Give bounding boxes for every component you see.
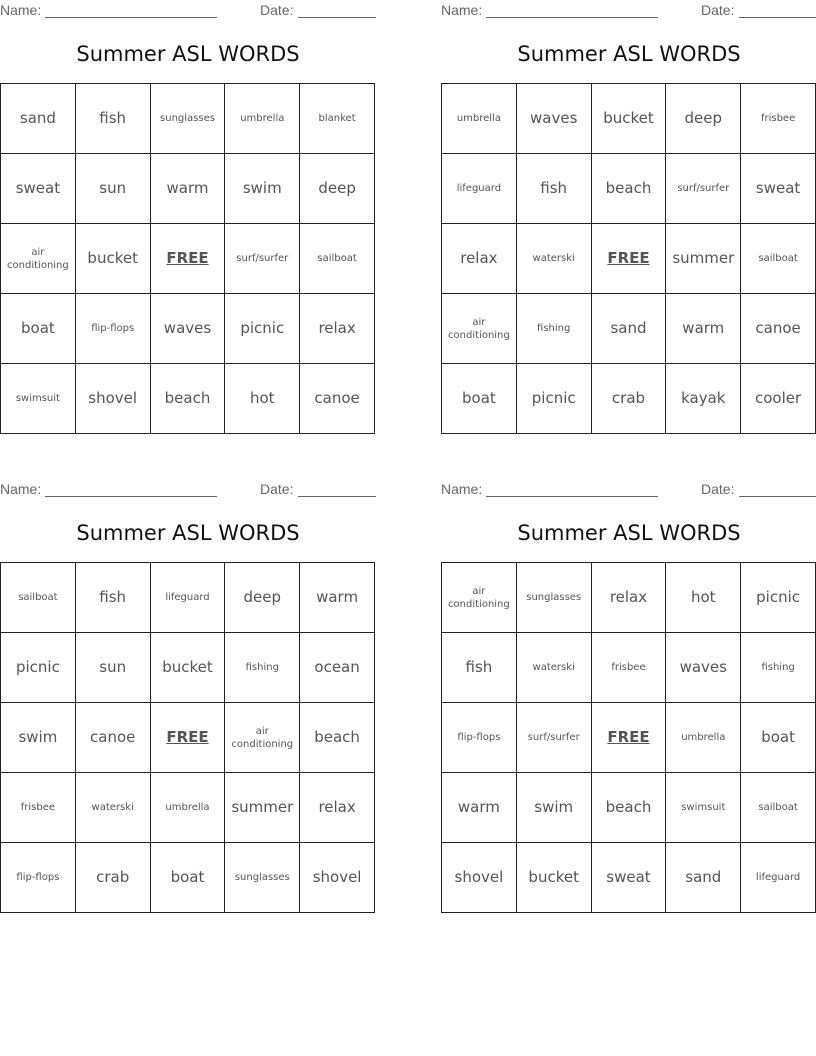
bingo-cell: bucket	[517, 843, 592, 913]
bingo-cell: warm	[442, 773, 517, 843]
bingo-cell: warm	[666, 294, 741, 364]
bingo-cell: crab	[592, 364, 667, 434]
bingo-cell: waves	[666, 633, 741, 703]
bingo-cell: frisbee	[1, 773, 76, 843]
bingo-grid	[441, 562, 816, 913]
bingo-cell: beach	[300, 703, 375, 773]
bingo-cell: surf/surfer	[225, 224, 300, 294]
bingo-cell: swim	[225, 154, 300, 224]
bingo-grid	[441, 83, 816, 434]
bingo-cell: sun	[76, 633, 151, 703]
bingo-cell: frisbee	[592, 633, 667, 703]
bingo-cell: shovel	[76, 364, 151, 434]
bingo-cell: sweat	[741, 154, 816, 224]
bingo-cell: kayak	[666, 364, 741, 434]
bingo-cell: swimsuit	[1, 364, 76, 434]
bingo-cell: bucket	[151, 633, 226, 703]
bingo-cell: deep	[300, 154, 375, 224]
bingo-cell: sand	[1, 84, 76, 154]
name-label: Name:	[441, 481, 483, 497]
bingo-cell: deep	[225, 563, 300, 633]
bingo-cell: waves	[151, 294, 226, 364]
bingo-cell: warm	[300, 563, 375, 633]
bingo-cell: bucket	[76, 224, 151, 294]
bingo-cell: waves	[517, 84, 592, 154]
bingo-cell: air conditioning	[442, 294, 517, 364]
bingo-cell: canoe	[300, 364, 375, 434]
bingo-cell: deep	[666, 84, 741, 154]
card-title: Summer ASL WORDS	[517, 521, 741, 545]
bingo-cell: canoe	[76, 703, 151, 773]
bingo-cell: sunglasses	[151, 84, 226, 154]
bingo-cell: relax	[442, 224, 517, 294]
bingo-cell: beach	[592, 773, 667, 843]
bingo-cell: fish	[76, 84, 151, 154]
bingo-cell: crab	[76, 843, 151, 913]
bingo-cell: waterski	[517, 633, 592, 703]
bingo-grid	[0, 83, 375, 434]
bingo-cell: warm	[151, 154, 226, 224]
bingo-cell: boat	[442, 364, 517, 434]
date-field-line	[739, 496, 816, 497]
name-date-line	[0, 481, 376, 499]
date-field-line	[298, 496, 376, 497]
bingo-cell: picnic	[1, 633, 76, 703]
bingo-cell: summer	[225, 773, 300, 843]
bingo-cell: bucket	[592, 84, 667, 154]
bingo-cell: boat	[151, 843, 226, 913]
bingo-cell: sailboat	[741, 773, 816, 843]
bingo-cell: lifeguard	[151, 563, 226, 633]
bingo-cell: picnic	[517, 364, 592, 434]
date-field-line	[298, 17, 376, 18]
date-label: Date:	[260, 481, 294, 497]
bingo-cell: sand	[592, 294, 667, 364]
bingo-cell: swim	[1, 703, 76, 773]
bingo-cell: picnic	[225, 294, 300, 364]
bingo-cell: sand	[666, 843, 741, 913]
bingo-cell: umbrella	[225, 84, 300, 154]
free-space-cell: FREE	[592, 703, 667, 773]
name-field-line	[486, 496, 658, 497]
bingo-cell: boat	[1, 294, 76, 364]
bingo-cell: swimsuit	[666, 773, 741, 843]
bingo-cell: sailboat	[1, 563, 76, 633]
card-title: Summer ASL WORDS	[76, 521, 300, 545]
name-date-line	[441, 2, 816, 20]
name-field-line	[486, 17, 658, 18]
bingo-cell: flip-flops	[1, 843, 76, 913]
bingo-cell: picnic	[741, 563, 816, 633]
bingo-cell: fish	[517, 154, 592, 224]
bingo-cell: waterski	[517, 224, 592, 294]
bingo-cell: beach	[592, 154, 667, 224]
name-field-line	[45, 496, 217, 497]
free-space-cell: FREE	[151, 224, 226, 294]
bingo-cell: surf/surfer	[517, 703, 592, 773]
date-label: Date:	[701, 2, 735, 18]
bingo-cell: sailboat	[741, 224, 816, 294]
name-label: Name:	[441, 2, 483, 18]
date-label: Date:	[260, 2, 294, 18]
bingo-cell: cooler	[741, 364, 816, 434]
card-title: Summer ASL WORDS	[76, 42, 300, 66]
name-label: Name:	[0, 481, 42, 497]
bingo-cell: sweat	[1, 154, 76, 224]
bingo-cell: sailboat	[300, 224, 375, 294]
name-date-line	[441, 481, 816, 499]
card-title: Summer ASL WORDS	[517, 42, 741, 66]
bingo-cell: umbrella	[151, 773, 226, 843]
bingo-cell: air conditioning	[1, 224, 76, 294]
bingo-cell: flip-flops	[76, 294, 151, 364]
bingo-cell: sweat	[592, 843, 667, 913]
bingo-cell: fishing	[741, 633, 816, 703]
bingo-cell: shovel	[300, 843, 375, 913]
bingo-cell: surf/surfer	[666, 154, 741, 224]
bingo-cell: hot	[666, 563, 741, 633]
bingo-cell: summer	[666, 224, 741, 294]
date-label: Date:	[701, 481, 735, 497]
bingo-cell: fish	[442, 633, 517, 703]
bingo-cell: umbrella	[666, 703, 741, 773]
free-space-cell: FREE	[592, 224, 667, 294]
bingo-cell: waterski	[76, 773, 151, 843]
bingo-cell: relax	[300, 773, 375, 843]
bingo-cell: lifeguard	[741, 843, 816, 913]
name-label: Name:	[0, 2, 42, 18]
bingo-grid	[0, 562, 375, 913]
bingo-cell: sunglasses	[225, 843, 300, 913]
bingo-cell: flip-flops	[442, 703, 517, 773]
bingo-cell: fishing	[517, 294, 592, 364]
bingo-cell: fishing	[225, 633, 300, 703]
bingo-cell: swim	[517, 773, 592, 843]
bingo-cell: ocean	[300, 633, 375, 703]
date-field-line	[739, 17, 816, 18]
bingo-cell: blanket	[300, 84, 375, 154]
name-field-line	[45, 17, 217, 18]
name-date-line	[0, 2, 376, 20]
bingo-cell: sunglasses	[517, 563, 592, 633]
bingo-cell: boat	[741, 703, 816, 773]
bingo-cell: shovel	[442, 843, 517, 913]
bingo-cell: beach	[151, 364, 226, 434]
bingo-cell: air conditioning	[442, 563, 517, 633]
bingo-cell: relax	[592, 563, 667, 633]
bingo-cell: sun	[76, 154, 151, 224]
bingo-cell: air conditioning	[225, 703, 300, 773]
bingo-cell: relax	[300, 294, 375, 364]
bingo-cell: fish	[76, 563, 151, 633]
bingo-cell: canoe	[741, 294, 816, 364]
bingo-cell: hot	[225, 364, 300, 434]
bingo-cell: lifeguard	[442, 154, 517, 224]
bingo-cell: umbrella	[442, 84, 517, 154]
bingo-cell: frisbee	[741, 84, 816, 154]
free-space-cell: FREE	[151, 703, 226, 773]
